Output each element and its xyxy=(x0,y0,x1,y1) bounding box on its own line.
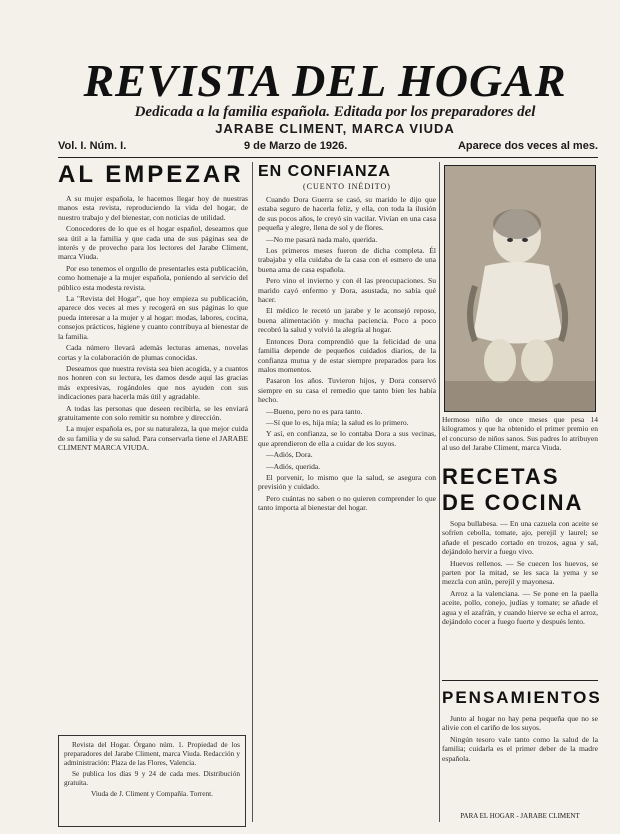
article-paragraph: Pero vino el invierno y con él las preocupaciones. Su marido cayó enfermo y Dora, asustada, no sabía qué hacer. xyxy=(258,276,436,305)
article-al-empezar xyxy=(58,162,248,453)
article-paragraph: —Adiós, querida. xyxy=(266,461,321,471)
photo-caption: Hermoso niño de once meses que pesa 14 kilogramos y que ha obtenido el primer premio en el concurso de niños sanos. Sus padres lo atribuyen al uso del Jarabe Climent, marca Viuda. xyxy=(442,415,598,453)
article-headline: EN CONFIANZA xyxy=(258,163,391,180)
article-paragraph: A su mujer española, le hacemos llegar hoy de nuestras manos esta revista, reproduciendo la vida del hogar, de nuestro trabajo y del bienestar, con noticias de utilidad. xyxy=(58,194,248,222)
recipe-paragraph: Huevos rellenos. — Se cuecen los huevos, se parten por la mitad, se les saca la yema y se mezcla con atún, perejil y mayonesa. xyxy=(442,558,598,587)
volume-number: Vol. I. Núm. I. xyxy=(58,140,127,152)
article-paragraph: El médico le recetó un jarabe y le aconsejó reposo, buena alimentación y mucha paciencia. Poco a poco recobró la salud y volvió la alegría al hogar. xyxy=(258,306,436,335)
article-paragraph: El porvenir, lo mismo que la salud, se asegura con previsión y cuidado. xyxy=(258,472,436,492)
article-paragraph: Deseamos que nuestra revista sea bien acogida, y a cuantos nos honren con su lectura, les damos desde aquí las gracias más expresivas, rogándoles que nos ayuden con sus indicaciones para hacerla más útil y agradable. xyxy=(58,363,248,402)
footer-fineprint: PARA EL HOGAR - JARABE CLIMENT xyxy=(460,812,580,820)
publication-notice-box xyxy=(58,735,246,827)
article-paragraph: Conocedores de lo que es el hogar español, deseamos que sea útil a la familia y que cada una de sus páginas sea de interés y de provecho para los lectores del Jarabe Climent, marca Viuda. xyxy=(58,224,248,262)
thoughts-headline: PENSAMIENTOS xyxy=(442,688,602,707)
notice-paragraph: Viuda de J. Climent y Compañía. Torrent. xyxy=(91,789,213,798)
article-kicker: (CUENTO INÉDITO) xyxy=(303,182,391,191)
thought-paragraph: Junto al hogar no hay pena pequeña que no se alivie con el cariño de los suyos. xyxy=(442,714,598,733)
masthead-brand-line: JARABE CLIMENT, MARCA VIUDA xyxy=(215,121,455,136)
article-paragraph: La mujer española es, por su naturaleza, la que mejor cuida de su familia y de su salud. Para conservarla tiene el JARABE CLIMENT MARCA VIUDA. xyxy=(58,424,248,453)
article-paragraph: Cada número llevará además lecturas amenas, novelas cortas y la colaboración de plumas conocidas. xyxy=(58,343,248,362)
recipe-paragraph: Sopa bullabesa. — En una cazuela con aceite se sofríen cebolla, tomate, ajo, perejil y laurel; se añade el pescado cortado en trozos, agua y sal, dejándolo hervir a fuego vivo. xyxy=(442,519,598,557)
column-divider xyxy=(252,162,253,822)
baby-photo-illustration xyxy=(445,166,595,411)
thought-paragraph: Ningún tesoro vale tanto como la salud de la familia; cuidarla es el primer deber de la madre española. xyxy=(442,734,598,763)
article-paragraph: A todas las personas que deseen recibirla, se les enviará gratuitamente con solo remitir su nombre y dirección. xyxy=(58,403,248,422)
masthead-subtitle: Dedicada a la familia española. Editada por los preparadores del xyxy=(134,104,536,120)
article-paragraph: —Sí que lo es, hija mía; la salud es lo primero. xyxy=(266,417,409,427)
header-rule xyxy=(58,157,598,158)
article-paragraph: —Bueno, pero no es para tanto. xyxy=(266,406,363,416)
article-paragraph: Pasaron los años. Tuvieron hijos, y Dora conservó siempre en su casa el remedio que tanto bien les había hecho. xyxy=(258,376,436,405)
recipes-section xyxy=(442,464,598,626)
article-paragraph: Pero cuántas no saben o no quieren comprender lo que tanto importa al bienestar del hogar. xyxy=(258,493,436,513)
article-paragraph: Los primeros meses fueron de dicha completa. Él trabajaba y ella cuidaba de la casa con el esmero de una buena ama de casa española. xyxy=(258,246,436,274)
notice-paragraph: Se publica los días 9 y 24 de cada mes. Distribución gratuita. xyxy=(64,769,240,787)
article-paragraph: Y así, en confianza, se lo contaba Dora a sus vecinas, que aprendieron de ella a cuidar de los suyos. xyxy=(258,429,436,448)
issue-frequency: Aparece dos veces al mes. xyxy=(457,140,598,152)
article-paragraph: —No me pasará nada malo, querida. xyxy=(266,234,378,244)
column-divider xyxy=(439,162,440,822)
notice-paragraph: Revista del Hogar. Órgano núm. 1. Propiedad de los preparadores del Jarabe Climent, marca Viuda. Redacción y administración: Plaza de las Flores, Valencia. xyxy=(64,740,240,767)
issue-date: 9 de Marzo de 1926. xyxy=(244,140,348,152)
photo-caption-block xyxy=(442,415,598,453)
article-paragraph: Por eso tenemos el orgullo de presentarles esta publicación, como homenaje a la mujer española, poniendo al servicio del público esta modesta revista. xyxy=(58,263,248,292)
article-paragraph: La "Revista del Hogar", que hoy empieza su publicación, aparece dos veces al mes y recogerá en sus páginas lo que pueda interesar a la mujer y al hogar: modas, labores, cocina, consejos prácticos, higiene y cuanto contribuya al bienestar de la familia. xyxy=(58,294,248,341)
article-en-confianza xyxy=(258,162,436,513)
recipe-paragraph: Arroz a la valenciana. — Se pone en la paella aceite, pollo, conejo, judías y tomate; se añade el agua y el azafrán, y cuando hierve se echa el arroz, dejándolo cocer a fuego fuerte y después lento. xyxy=(442,588,598,627)
recipes-headline: RECETAS DE COCINA xyxy=(442,464,584,515)
article-headline: AL EMPEZAR xyxy=(58,161,244,188)
thoughts-section xyxy=(442,680,602,763)
issue-info-bar xyxy=(58,140,598,156)
article-paragraph: —Adiós, Dora. xyxy=(266,450,313,460)
article-paragraph: Entonces Dora comprendió que la felicidad de una familia depende de pequeños cuidados diarios, de la confianza mutua y de estar siempre preparados para los malos momentos. xyxy=(258,336,436,374)
article-paragraph: Cuando Dora Guerra se casó, su marido le dijo que estaba seguro de hacerla feliz, y ella, con toda la ilusión de sus pocos años, le creyó sin vacilar. Vivían en una casa pequeña y alegre, llena de sol y de flores. xyxy=(258,195,436,233)
baby-photo xyxy=(444,165,596,412)
masthead-title: REVISTA DEL HOGAR xyxy=(83,55,567,106)
